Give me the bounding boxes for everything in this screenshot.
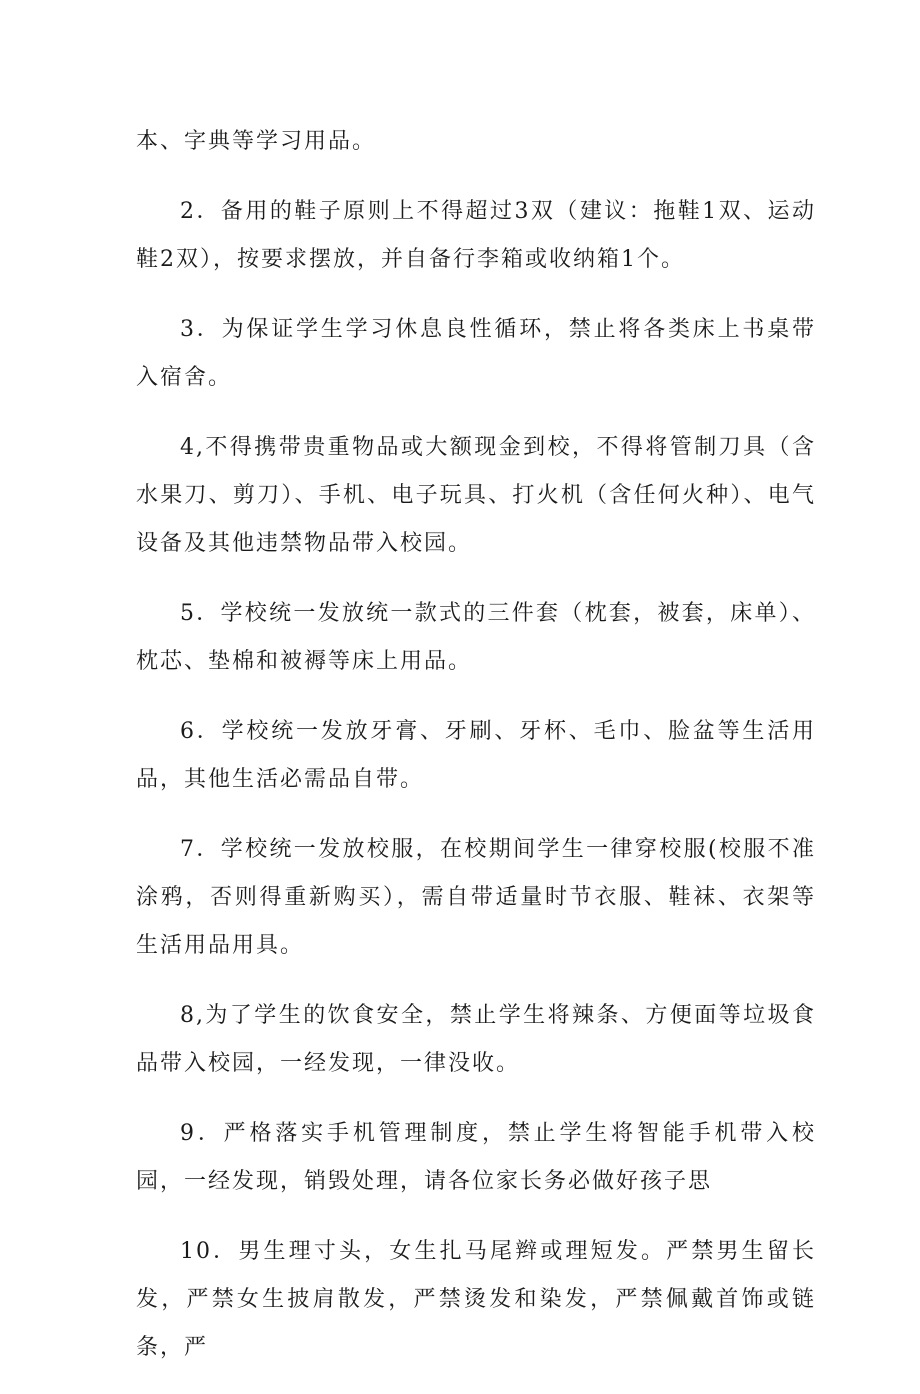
- paragraph-item-3: 3．为保证学生学习休息良性循环，禁止将各类床上书桌带入宿舍。: [136, 317, 816, 390]
- paragraph-item-5: 5．学校统一发放统一款式的三件套（枕套，被套，床单）、枕芯、垫棉和被褥等床上用品。: [136, 601, 816, 674]
- paragraph-item-9: 9．严格落实手机管理制度，禁止学生将智能手机带入校园，一经发现，销毁处理，请各位家长务必做好孩子思: [136, 1121, 816, 1194]
- paragraph-item-6: 6．学校统一发放牙膏、牙刷、牙杯、毛巾、脸盆等生活用品，其他生活必需品自带。: [136, 719, 816, 792]
- paragraph-continued: 本、字典等学习用品。: [136, 129, 377, 154]
- paragraph-item-8: 8,为了学生的饮食安全，禁止学生将辣条、方便面等垃圾食品带入校园，一经发现，一律没收。: [136, 1003, 816, 1076]
- paragraph-item-2: 2．备用的鞋子原则上不得超过3双（建议：拖鞋1双、运动鞋2双），按要求摆放，并自备行李箱或收纳箱1个。: [136, 199, 816, 272]
- paragraph-item-7: 7．学校统一发放校服，在校期间学生一律穿校服(校服不准涂鸦，否则得重新购买），需自带适量时节衣服、鞋袜、衣架等生活用品用具。: [136, 837, 816, 958]
- paragraph-item-4: 4,不得携带贵重物品或大额现金到校，不得将管制刀具（含水果刀、剪刀）、手机、电子玩具、打火机（含任何火种）、电气设备及其他违禁物品带入校园。: [136, 435, 816, 556]
- paragraph-item-10: 10．男生理寸头，女生扎马尾辫或理短发。严禁男生留长发，严禁女生披肩散发，严禁烫发和染发，严禁佩戴首饰或链条，严: [136, 1239, 816, 1360]
- document-body: [136, 118, 816, 1394]
